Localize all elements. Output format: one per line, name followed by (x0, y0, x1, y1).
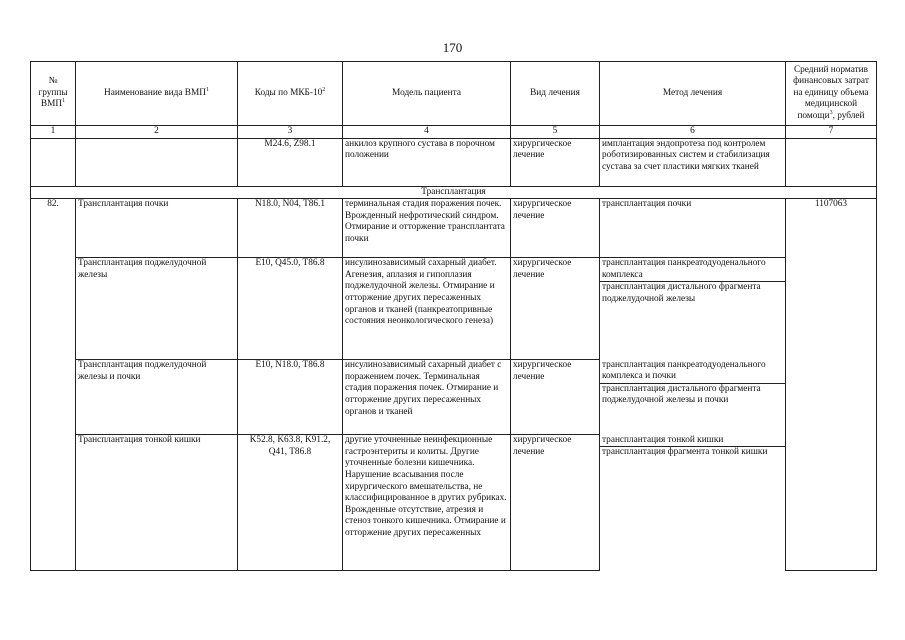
cell-method (600, 199, 786, 258)
cell-name: Трансплантация почки (76, 199, 238, 258)
table-row (31, 360, 877, 435)
cell-model: анкилоз крупного сустава в порочном положении (343, 138, 511, 186)
cell-model: инсулинозависимый сахарный диабет с поражением почек. Терминальная стадия поражения почек. Отмирание и отторжение других пересаженных органов и тканей (343, 360, 511, 435)
method-item: трансплантация тонкой кишки (602, 434, 724, 445)
column-number-row (31, 126, 877, 139)
continuation-row (31, 138, 877, 186)
cell-model: другие уточненные неинфекционные гастроэнтериты и колиты. Другие уточненные болезни кишечника. Нарушение всасывания после хирургического вмешательства, не классифицированное в других рубриках. Врожденные отсутствие, атрезия и стеноз тонкого кишечника. Отмирание и отторжение других пересаженных (343, 435, 511, 571)
column-number: 2 (76, 126, 238, 139)
table-row (31, 258, 877, 360)
method-item: трансплантация панкреатодуоденального комплекса и почки (602, 359, 766, 382)
method-item: трансплантация почки (602, 199, 692, 210)
header-name: Наименование вида ВМП$^1$ (76, 62, 238, 126)
column-number: 4 (343, 126, 511, 139)
table-row (31, 435, 877, 571)
cell-codes: N18.0, N04, T86.1 (238, 199, 343, 258)
cell-model: инсулинозависимый сахарный диабет. Агенезия, аплазия и гипоплазия поджелудочной железы. Отмирание и отторжение других пересаженных органов и тканей (панкреатопривные состояния неонкологического генеза) (343, 258, 511, 360)
cell-group-no: 82. (31, 199, 76, 571)
section-title: Трансплантация (31, 186, 877, 199)
column-number: 3 (238, 126, 343, 139)
header-treatment: Вид лечения (511, 62, 600, 126)
header-codes: Коды по МКБ-$10^2$ (238, 62, 343, 126)
page-number: 170 (442, 40, 463, 55)
cell-name: Трансплантация поджелудочной железы (76, 258, 238, 360)
header-cost: Средний норматив финансовых затрат на единицу объема медицинской помощи$^3$, рублей (786, 62, 877, 126)
method-item: трансплантация дистального фрагмента поджелудочной железы и почки (600, 383, 785, 407)
section-row (31, 186, 877, 199)
vmp-table (30, 61, 877, 571)
cell-codes: K52.8, K63.8, K91.2, Q41, T86.8 (238, 435, 343, 571)
header-model: Модель пациента (343, 62, 511, 126)
column-number: 6 (600, 126, 786, 139)
header-method: Метод лечения (600, 62, 786, 126)
cell-group-no (31, 138, 76, 186)
cell-model: терминальная стадия поражения почек. Врожденный нефротический синдром. Отмирание и отторжение трансплантата почки (343, 199, 511, 258)
cell-method (600, 435, 786, 571)
cell-cost (786, 138, 877, 186)
method-item: трансплантация панкреатодуоденального комплекса (602, 258, 766, 280)
cell-treatment: хирургическое лечение (511, 360, 600, 435)
cell-method: имплантация эндопротеза под контролем роботизированных систем и стабилизация сустава за счет пластики мягких тканей (600, 138, 786, 186)
column-number: 1 (31, 126, 76, 139)
method-item: трансплантация фрагмента тонкой кишки (600, 446, 785, 459)
column-number: 5 (511, 126, 600, 139)
table-row (31, 199, 877, 258)
cell-name: Трансплантация тонкой кишки (76, 435, 238, 571)
cell-name (76, 138, 238, 186)
cell-codes: E10, Q45.0, T86.8 (238, 258, 343, 360)
cell-method (600, 258, 786, 360)
cell-cost: 1107063 (786, 199, 877, 571)
header-group-no: № группы ВМП$^1$ (31, 62, 76, 126)
cell-treatment: хирургическое лечение (511, 138, 600, 186)
cell-codes: E10, N18.0, T86.8 (238, 360, 343, 435)
header-row (31, 62, 877, 126)
method-item: трансплантация дистального фрагмента поджелудочной железы (600, 281, 785, 305)
column-number: 7 (786, 126, 877, 139)
cell-treatment: хирургическое лечение (511, 258, 600, 360)
cell-name: Трансплантация поджелудочной железы и почки (76, 360, 238, 435)
cell-treatment: хирургическое лечение (511, 435, 600, 571)
cell-method (600, 360, 786, 435)
cell-codes: M24.6, Z98.1 (238, 138, 343, 186)
cell-treatment: хирургическое лечение (511, 199, 600, 258)
